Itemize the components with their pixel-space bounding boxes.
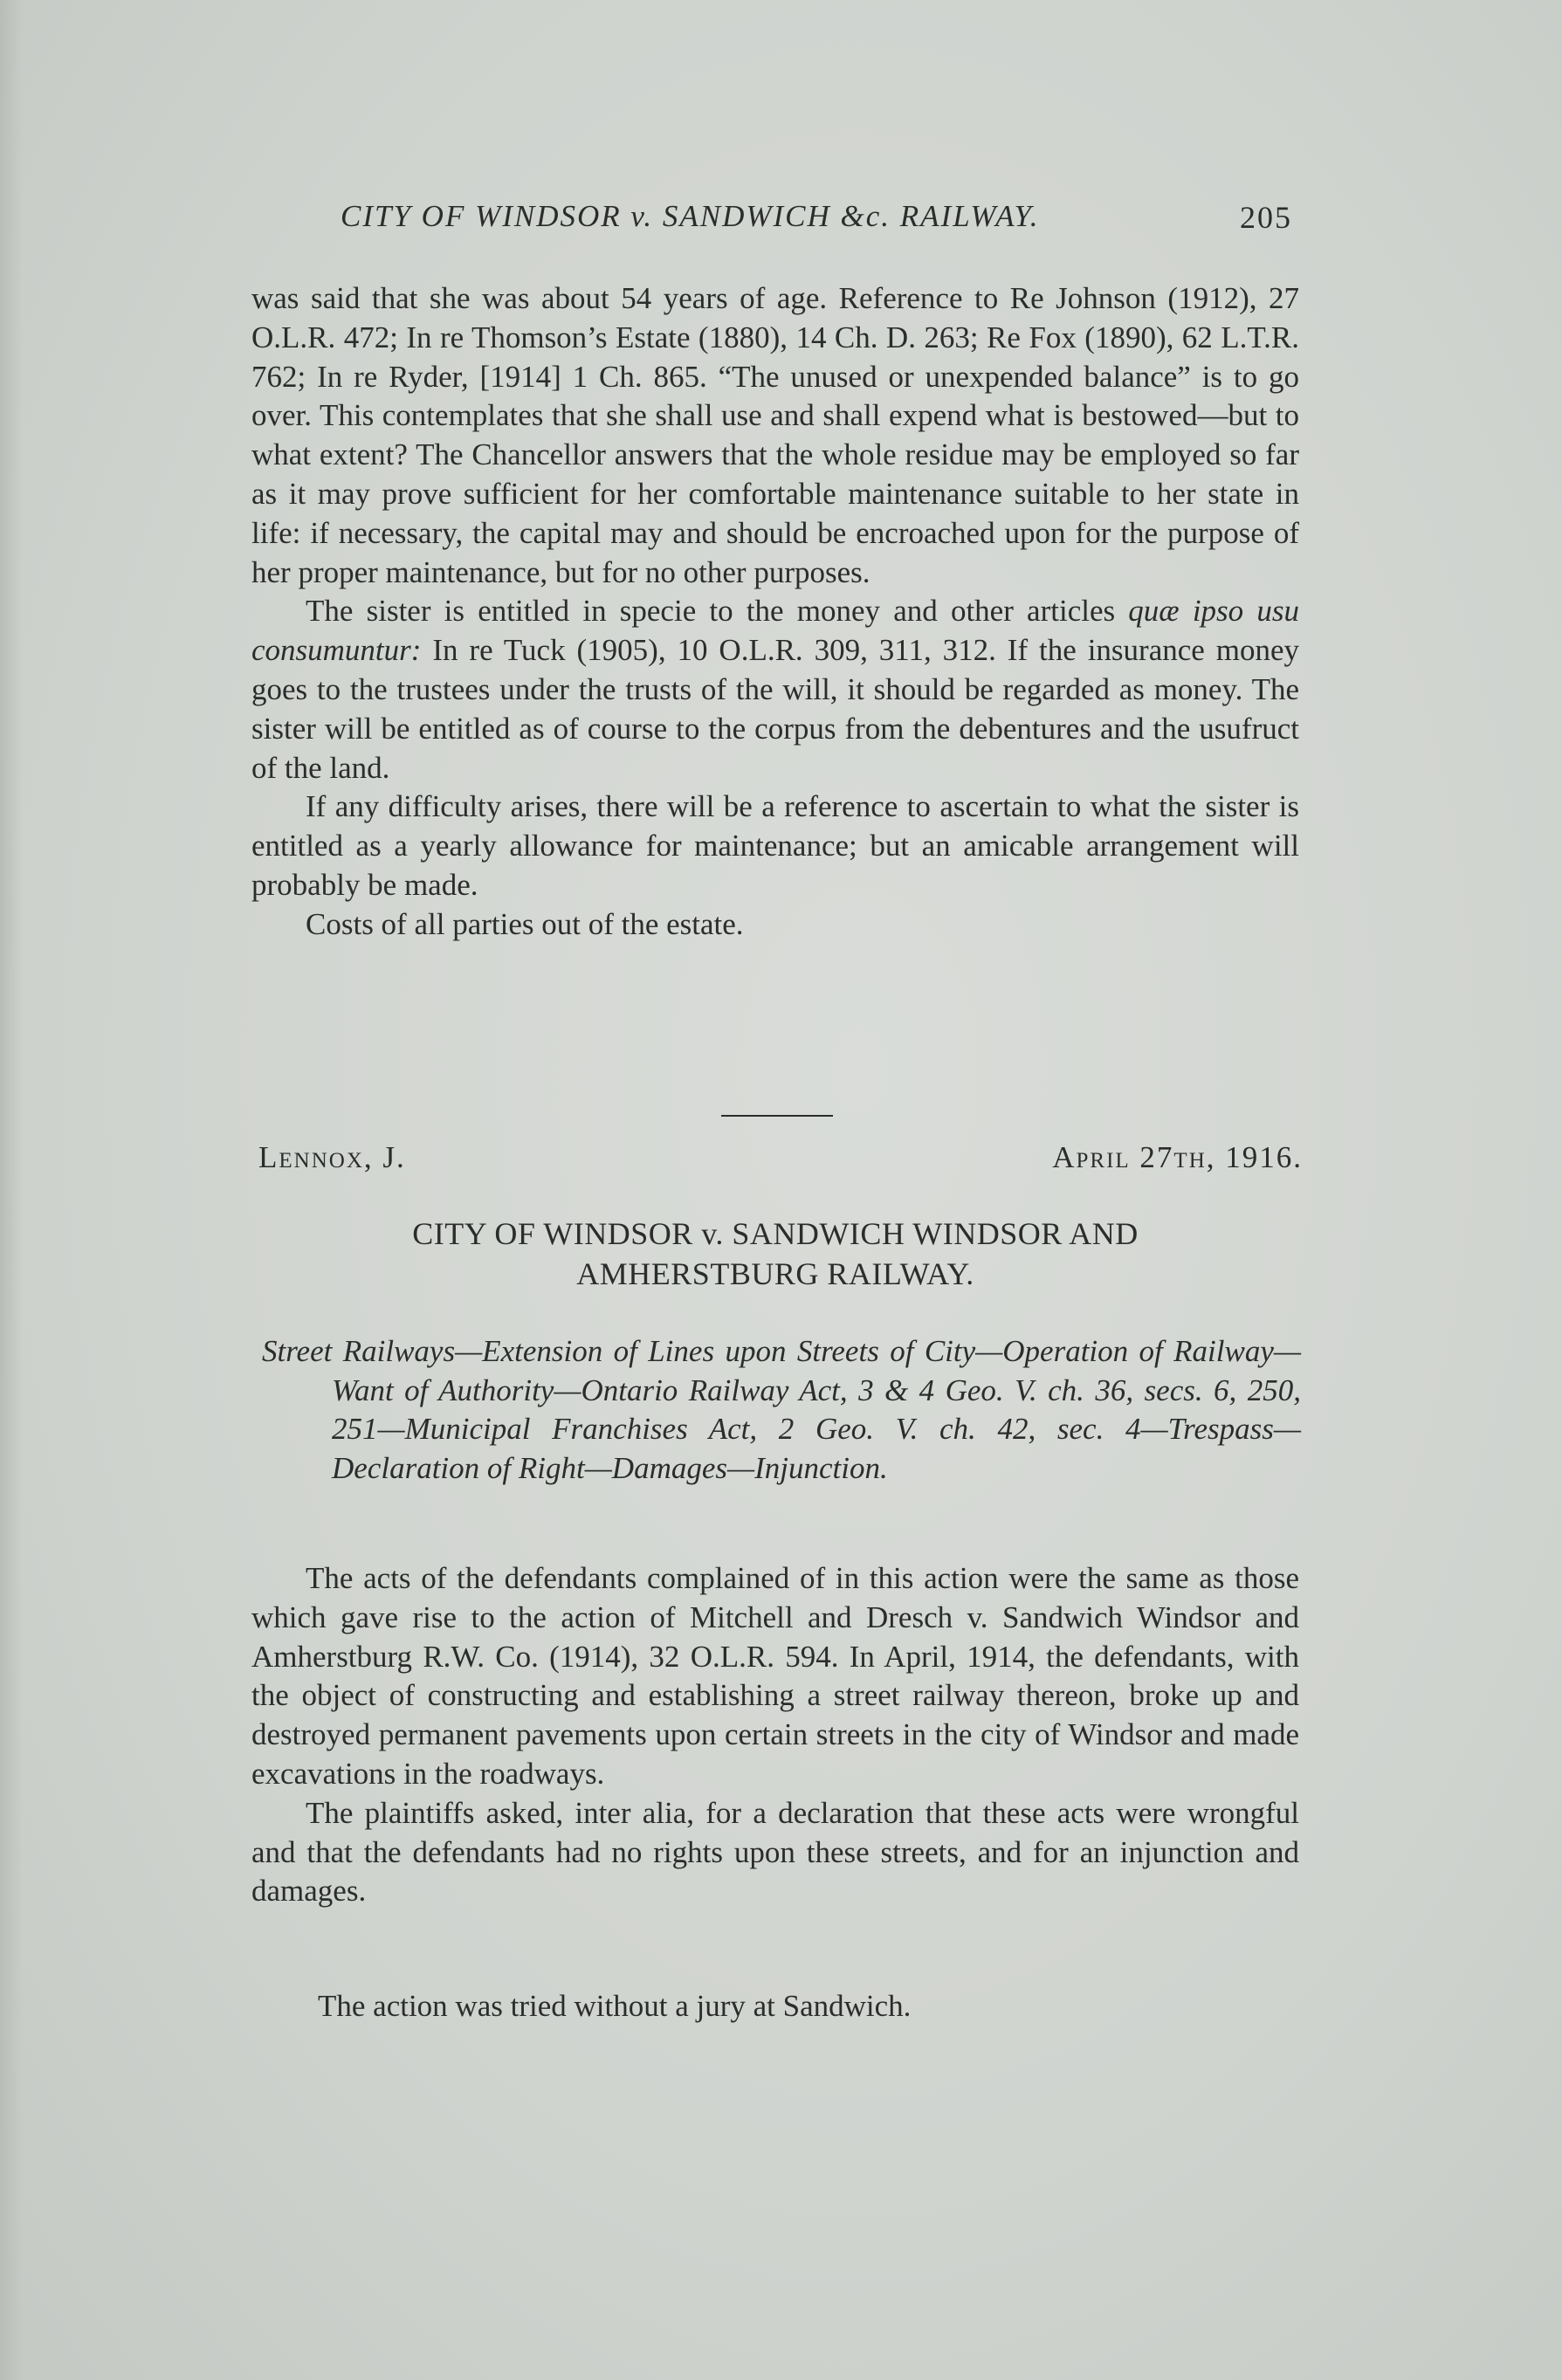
decision-date: April 27th, 1916. [1052,1140,1303,1174]
paragraph-start: The sister is entitled in specie to the money and other articles [306,594,1129,629]
paragraph: The plaintiffs asked, inter alia, for a declaration that these acts were wrongful and that the defendants had no rights upon these streets, and for an injunction and damages. [251,1795,1299,1909]
section-divider [721,1115,833,1117]
case-statement [251,1559,1299,1911]
case-title-line: CITY OF WINDSOR v. SANDWICH WINDSOR AND [412,1216,1139,1251]
case-title [251,1214,1299,1294]
running-head [341,199,1292,251]
case-title-line: AMHERSTBURG RAILWAY. [576,1256,974,1291]
paragraph: Costs of all parties out of the estate. [306,906,744,941]
paragraph-end: In re Tuck (1905), 10 O.L.R. 309, 311, 312. If the insurance money goes to the trustees under the trusts of the will, it should be regarded as money. The sister will be entitled as of course to the corpus from the debentures and the usufruct of the land. [251,633,1299,785]
paragraph: was said that she was about 54 years of age. Reference to Re Johnson (1912), 27 O.L.R. 472; In re Thomson’s Estate (1880), 14 Ch. D. 263; Re Fox (1890), 62 L.T.R. 762; In re Ryder, [1914] 1 Ch. 865. “The unused or unexpended balance” is to go over. This contemplates that she shall use and shall expend what is bestowed—but to what extent? The Chancellor answers that the whole residue may be employed so far as it may prove sufficient for her comfortable maintenance suitable to her state in life: if necessary, the capital may and should be encroached upon for the purpose of her proper maintenance, but for no other purposes. [251,281,1299,589]
running-head-title: CITY OF WINDSOR v. SANDWICH &c. RAILWAY. [341,199,1040,233]
judge-name: Lennox, J. [258,1140,406,1174]
paragraph: If any difficulty arises, there will be a reference to ascertain to what the sister is entitled as a yearly allowance for maintenance; but an amicable arrangement will probably be made. [251,789,1299,902]
spine-shadow [0,0,23,2380]
paragraph [251,592,1299,788]
page-number: 205 [1240,200,1292,235]
judge-date-line [258,1140,1303,1184]
headnote: Street Railways—Extension of Lines upon Streets of City—Operation of Railway—Want of Authority—Ontario Railway Act, 3 & 4 Geo. V. ch. 36, secs. 6, 250, 251—Municipal Franchises Act, 2 Geo. V. ch. 42, sec. 4—Trespass—Declaration of Right—Damages—Injunction. [262,1334,1301,1485]
paragraph: The acts of the defendants complained of in this action were the same as those which gave rise to the action of Mitchell and Dresch v. Sandwich Windsor and Amherstburg R.W. Co. (1914), 32 O.L.R. 594. In April, 1914, the defendants, with the object of constructing and establishing a street railway thereon, broke up and destroyed permanent pavements upon certain streets in the city of Windsor and made excavations in the roadways. [251,1561,1299,1791]
trial-note: The action was tried without a jury at Sandwich. [318,1989,912,2023]
continued-judgment-text [251,279,1299,945]
latin-phrase: quæ ipso usu consumuntur: [251,594,1299,668]
